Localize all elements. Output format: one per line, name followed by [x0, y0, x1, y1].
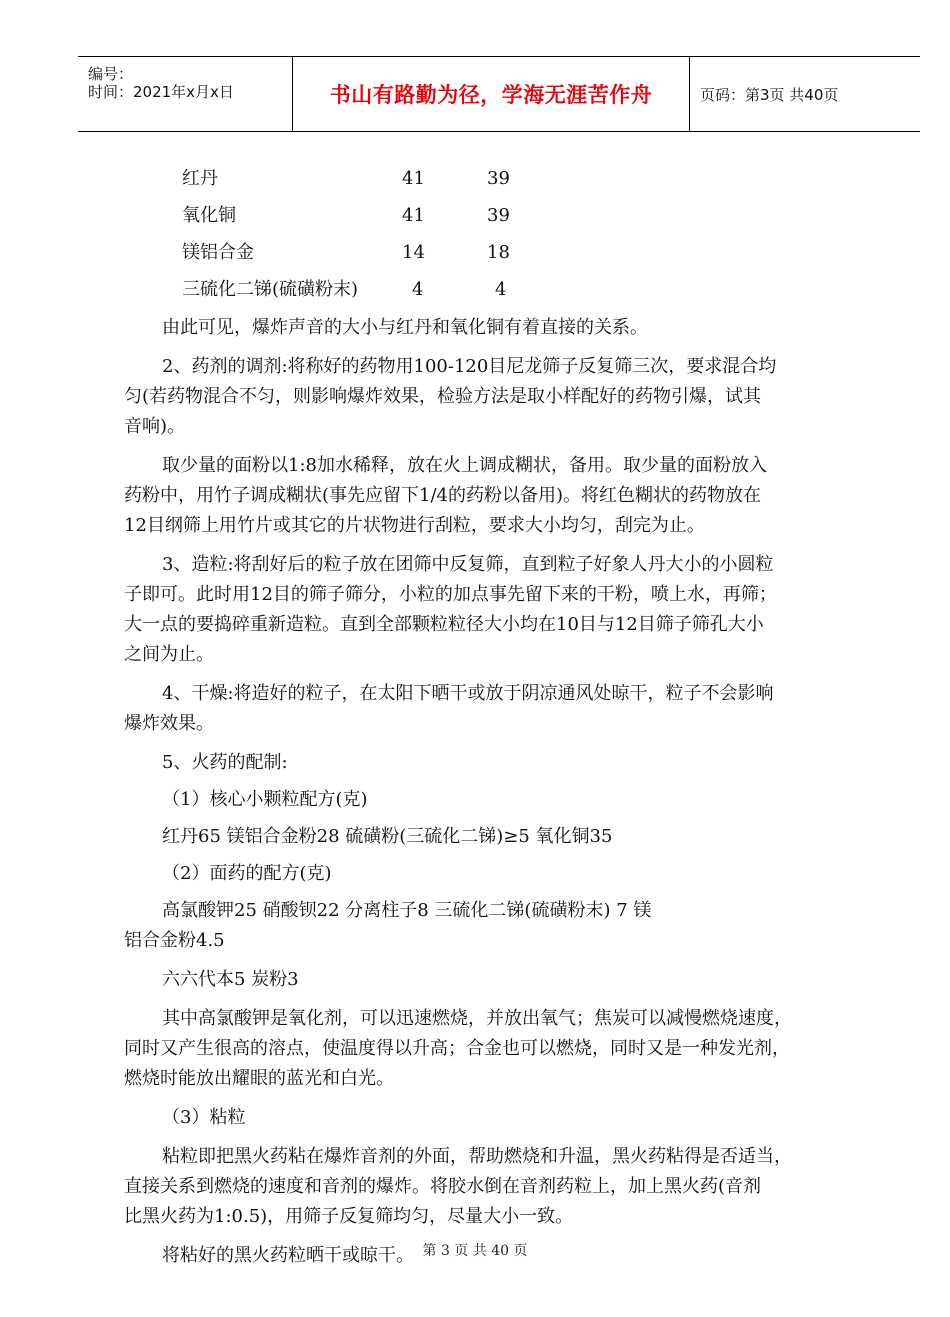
paragraph-granulation: [124, 550, 884, 670]
paragraph-mixing: [124, 352, 884, 442]
subsection-heading: （2）面药的配方(克): [162, 863, 332, 884]
table-row: [182, 160, 884, 197]
value-2: 39: [487, 168, 510, 189]
page-header: [78, 56, 920, 132]
header-slogan: 书山有路勤为径，学海无涯苦作舟: [329, 83, 653, 107]
header-meta: [78, 57, 292, 131]
text-line: 爆炸效果。: [124, 713, 214, 734]
text-line: 取少量的面粉以1:8加水稀释，放在火上调成糊状，备用。取少量的面粉放入: [162, 455, 767, 476]
ingredient-name: 红丹: [182, 168, 218, 189]
subsection-heading: （3）粘粒: [162, 1107, 246, 1128]
paragraph-paste: [124, 451, 884, 541]
text-line: 音响)。: [124, 416, 186, 437]
text-line: 12目纲筛上用竹片或其它的片状物进行刮粒，要求大小均匀，刮完为止。: [124, 515, 705, 536]
text-line: 其中高氯酸钾是氧化剂，可以迅速燃烧，并放出氧气；焦炭可以减慢燃烧速度，: [162, 1008, 792, 1029]
value-2: 4: [495, 279, 507, 300]
ingredient-table: [182, 160, 884, 308]
text-line: 比黑火药为1:0.5)，用筛子反复筛均匀，尽量大小一致。: [124, 1206, 574, 1227]
subsection-heading: （1）核心小颗粒配方(克): [162, 789, 368, 810]
text-line: 3、造粒:将刮好后的粒子放在团筛中反复筛，直到粒子好象人丹大小的小圆粒: [162, 554, 774, 575]
document-body: [124, 160, 884, 1271]
text-line: 4、干燥:将造好的粒子，在太阳下晒干或放于阴凉通风处晾干，粒子不会影响: [162, 683, 774, 704]
header-slogan-cell: [292, 57, 690, 131]
value-2: 39: [487, 205, 510, 226]
formula-line: 红丹65 镁铝合金粉28 硫磺粉(三硫化二锑)≥5 氧化铜35: [162, 826, 613, 847]
value-1: 14: [402, 242, 425, 263]
value-2: 18: [487, 242, 510, 263]
ingredient-name: 氧化铜: [182, 205, 236, 226]
value-1: 4: [412, 279, 424, 300]
text-line: 大一点的要捣碎重新造粒。直到全部颗粒粒径大小均在10目与12目筛子筛孔大小: [124, 614, 764, 635]
table-row: [182, 234, 884, 271]
value-1: 41: [402, 205, 425, 226]
document-date: 时间：2021年x月x日: [88, 83, 234, 101]
text-line: 铝合金粉4.5: [124, 930, 225, 951]
paragraph-drying: [124, 679, 884, 739]
text-line: 高氯酸钾25 硝酸钡22 分离柱子8 三硫化二锑(硫磺粉末) 7 镁: [162, 900, 652, 921]
text-line: 燃烧时能放出耀眼的蓝光和白光。: [124, 1068, 394, 1089]
text-line: 匀(若药物混合不匀，则影响爆炸效果，检验方法是取小样配好的药物引爆，试其: [124, 386, 762, 407]
text-line: 药粉中，用竹子调成糊状(事先应留下1/4的药粉以备用)。将红色糊状的药物放在: [124, 485, 762, 506]
table-row: [182, 271, 884, 308]
paragraph-explanation: [124, 1004, 884, 1094]
paragraph-conclusion: 由此可见，爆炸声音的大小与红丹和氧化铜有着直接的关系。: [162, 317, 648, 338]
page-footer: 第 3 页 共 40 页: [422, 1243, 528, 1259]
section-heading: 5、火药的配制:: [162, 752, 288, 773]
document-code: 编号：: [88, 65, 134, 83]
text-line: 2、药剂的调剂:将称好的药物用100-120目尼龙筛子反复筛三次，要求混合均: [162, 356, 777, 377]
value-1: 41: [402, 168, 425, 189]
paragraph-final: 将粘好的黑火药粒晒干或晾干。: [162, 1245, 414, 1266]
text-line: 同时又产生很高的溶点，使温度得以升高；合金也可以燃烧，同时又是一种发光剂，: [124, 1038, 790, 1059]
ingredient-name: 三硫化二锑(硫磺粉末): [182, 279, 359, 300]
formula-paragraph: [124, 896, 884, 956]
formula-line: 六六代本5 炭粉3: [162, 969, 299, 990]
text-line: 粘粒即把黑火药粘在爆炸音剂的外面，帮助燃烧和升温，黑火药粘得是否适当，: [162, 1146, 792, 1167]
header-page-number: 页码：第3页 共40页: [700, 85, 839, 104]
paragraph-coating: [124, 1142, 884, 1232]
text-line: 直接关系到燃烧的速度和音剂的爆炸。将胶水倒在音剂药粒上，加上黑火药(音剂: [124, 1176, 762, 1197]
table-row: [182, 197, 884, 234]
text-line: 之间为止。: [124, 644, 214, 665]
text-line: 子即可。此时用12目的筛子筛分，小粒的加点事先留下来的干粉，喷上水，再筛；: [124, 584, 777, 605]
ingredient-name: 镁铝合金: [182, 242, 254, 263]
